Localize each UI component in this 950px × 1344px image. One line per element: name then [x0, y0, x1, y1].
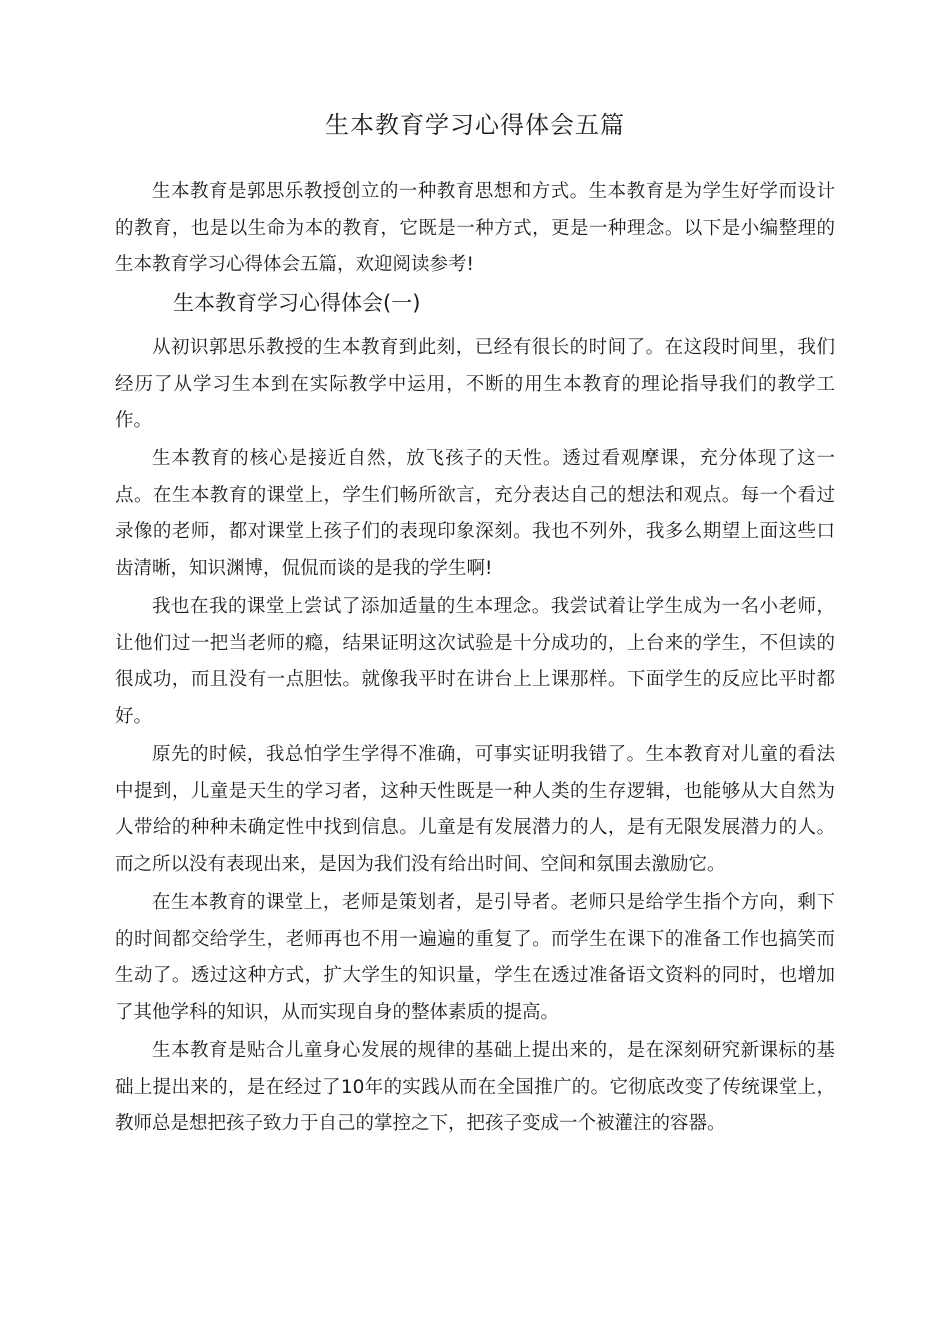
document-title: 生本教育学习心得体会五篇: [325, 111, 625, 139]
body-paragraph-4: 原先的时候，我总怕学生学得不准确，可事实证明我错了。生本教育对儿童的看法中提到，儿童是天生的学习者，这种天性既是一种人类的生存逻辑，也能够从大自然为人带给的种种未确定性中找到信息。儿童是有发展潜力的人，是有无限发展潜力的人。而之所以没有表现出来，是因为我们没有给出时间、空间和氛围去激励它。: [115, 744, 835, 876]
body-paragraph-5: 在生本教育的课堂上，老师是策划者，是引导者。老师只是给学生指个方向，剩下的时间都交给学生，老师再也不用一遍遍的重复了。而学生在课下的准备工作也搞笑而生动了。透过这种方式，扩大学生的知识量，学生在透过准备语文资料的同时，也增加了其他学科的知识，从而实现自身的整体素质的提高。: [115, 892, 835, 1024]
section-heading: 生本教育学习心得体会(一): [173, 291, 421, 315]
body-paragraph-1: 从初识郭思乐教授的生本教育到此刻，已经有很长的时间了。在这段时间里，我们经历了从学习生本到在实际教学中运用，不断的用生本教育的理论指导我们的教学工作。: [115, 337, 835, 432]
body-paragraph-6: 生本教育是贴合儿童身心发展的规律的基础上提出来的，是在深刻研究新课标的基础上提出来的，是在经过了10年的实践从而在全国推广的。它彻底改变了传统课堂上，教师总是想把孩子致力于自己的掌控之下，把孩子变成一个被灌注的容器。: [115, 1040, 835, 1135]
body-paragraph-3: 我也在我的课堂上尝试了添加适量的生本理念。我尝试着让学生成为一名小老师，让他们过一把当老师的瘾，结果证明这次试验是十分成功的，上台来的学生，不但读的很成功，而且没有一点胆怯。就像我平时在讲台上上课那样。下面学生的反应比平时都好。: [115, 596, 835, 728]
intro-paragraph: 生本教育是郭思乐教授创立的一种教育思想和方式。生本教育是为学生好学而设计的教育，也是以生命为本的教育，它既是一种方式，更是一种理念。以下是小编整理的生本教育学习心得体会五篇，欢迎阅读参考!: [115, 181, 835, 276]
body-paragraph-2: 生本教育的核心是接近自然，放飞孩子的天性。透过看观摩课，充分体现了这一点。在生本教育的课堂上，学生们畅所欲言，充分表达自己的想法和观点。每一个看过录像的老师，都对课堂上孩子们的表现印象深刻。我也不列外，我多么期望上面这些口齿清晰，知识渊博，侃侃而谈的是我的学生啊!: [115, 448, 835, 580]
